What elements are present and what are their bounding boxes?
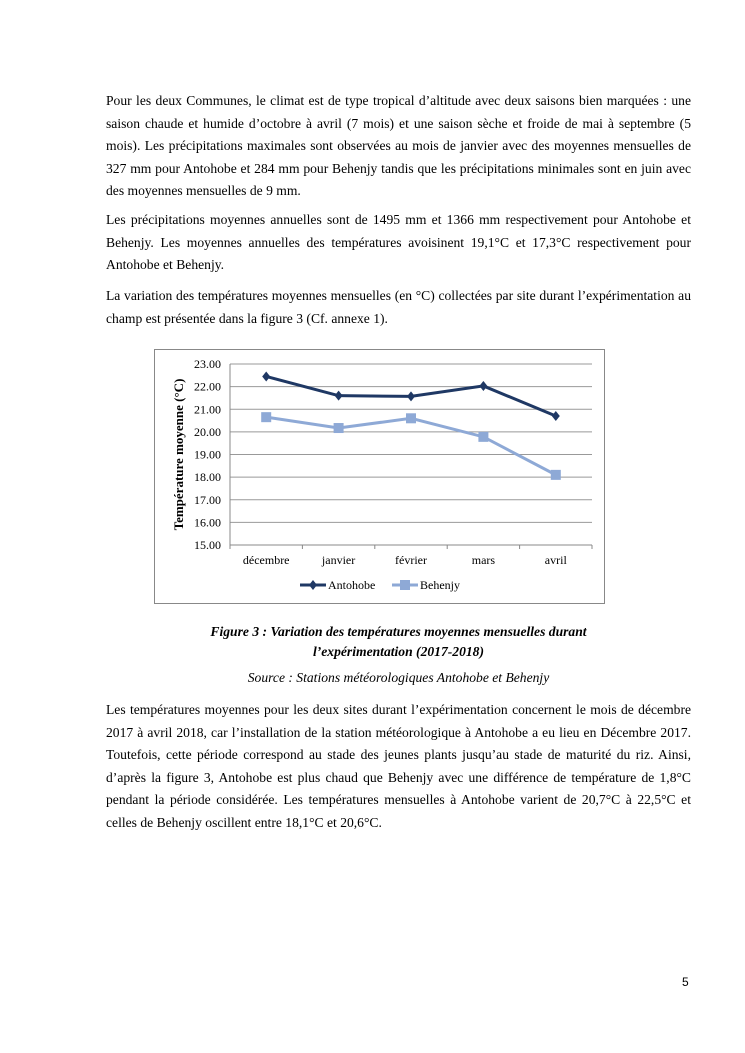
- y-tick-label: 15.00: [194, 538, 221, 552]
- legend-marker-antohobe: [309, 580, 317, 590]
- data-point-antohobe: [407, 391, 415, 401]
- data-point-behenjy: [406, 413, 416, 423]
- y-tick-label: 20.00: [194, 424, 221, 439]
- data-point-antohobe: [479, 381, 487, 391]
- x-tick-label: février: [395, 553, 427, 567]
- legend-label-antohobe: Antohobe: [328, 578, 376, 592]
- figure-caption-line1: Figure 3 : Variation des températures moyennes mensuelles durant: [210, 624, 587, 639]
- figure-source: Source : Stations météorologiques Antohobe et Behenjy: [247, 670, 550, 685]
- data-point-antohobe: [335, 391, 343, 401]
- paragraph-precipitation: Les précipitations moyennes annuelles sont de 1495 mm et 1366 mm respectivement pour Antohobe et Behenjy. Les moyennes annuelles des températures avoisinent 19,1°C et 17,3°C respectivement pour Antohobe et Behenjy.: [106, 212, 691, 273]
- series-line-behenjy: [266, 417, 556, 475]
- paragraph-climate: Pour les deux Communes, le climat est de type tropical d’altitude avec deux saisons bien marquées : une saison chaude et humide d’octobre à avril (7 mois) et une saison sèche et froide de mai à septembre (5 mois). Les précipitations maximales sont observées au mois de janvier avec des moyennes mensuelles de 327 mm pour Antohobe et 284 mm pour Behenjy tandis que les précipitations minimales sont en juin avec des moyennes mensuelles de 9 mm.: [106, 93, 691, 199]
- data-point-antohobe: [262, 371, 270, 381]
- page-number: 5: [682, 975, 689, 989]
- y-tick-label: 23.00: [194, 357, 221, 371]
- y-tick-label: 21.00: [194, 402, 221, 417]
- figure-caption-line2: l’expérimentation (2017-2018): [312, 644, 485, 659]
- data-point-behenjy: [478, 432, 488, 442]
- x-tick-label: décembre: [242, 553, 290, 567]
- y-tick-label: 17.00: [194, 492, 221, 507]
- y-tick-label: 22.00: [194, 379, 221, 394]
- x-tick-label: avril: [544, 553, 567, 567]
- legend-marker-behenjy: [400, 580, 410, 590]
- paragraph-temperature-intro: La variation des températures moyennes mensuelles (en °C) collectées par site durant l’expérimentation au champ est présentée dans la figure 3 (Cf. annexe 1).: [106, 288, 691, 326]
- y-axis-label: Température moyenne (°C): [171, 378, 186, 531]
- data-point-behenjy: [261, 412, 271, 422]
- paragraph-analysis: Les températures moyennes pour les deux sites durant l’expérimentation concernent le mois de décembre 2017 à avril 2018, car l’installation de la station météorologique à Antohobe a eu lieu en Décembre 2017. Toutefois, cette période correspond au stade des jeunes plants jusqu’au stade de maturité du riz. Ainsi, d’après la figure 3, Antohobe est plus chaud que Behenjy avec une différence de température de 1,8°C pendant la période considérée. Les températures mensuelles à Antohobe varient de 20,7°C à 22,5°C et celles de Behenjy oscillent entre 18,1°C et 20,6°C.: [106, 702, 691, 830]
- chart-svg: [155, 350, 606, 605]
- data-point-antohobe: [552, 411, 560, 421]
- data-point-behenjy: [551, 470, 561, 480]
- figure-3-chart: [154, 349, 605, 604]
- y-tick-label: 16.00: [194, 515, 221, 530]
- y-tick-label: 18.00: [194, 470, 221, 485]
- data-point-behenjy: [334, 423, 344, 433]
- legend-label-behenjy: Behenjy: [420, 578, 460, 592]
- x-tick-label: janvier: [321, 553, 356, 567]
- y-tick-label: 19.00: [194, 447, 221, 462]
- x-tick-label: mars: [471, 553, 496, 567]
